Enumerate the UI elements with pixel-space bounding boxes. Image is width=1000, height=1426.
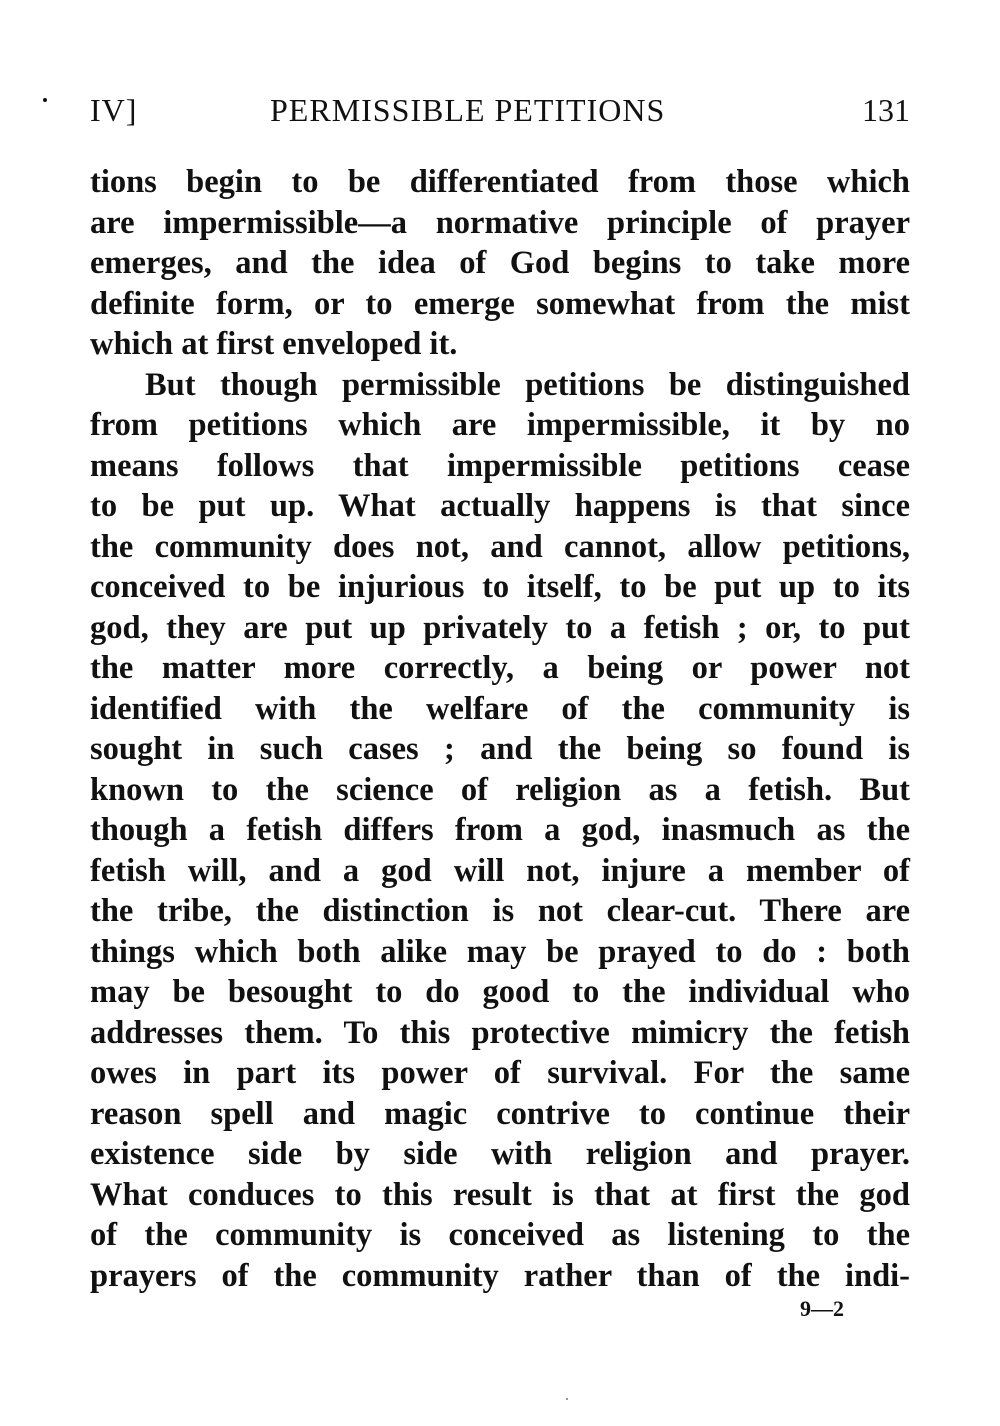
text-line: to be put up. What actually happens is that since (90, 488, 910, 524)
text-line: the tribe, the distinction is not clear-cut. There are (90, 893, 910, 929)
text-line: definite form, or to emerge somewhat from the mist (90, 285, 910, 322)
text-line: though a fetish differs from a god, inasmuch as the (90, 812, 910, 848)
text-line: prayers of the community rather than of the indi- (90, 1257, 910, 1294)
text-line: reason spell and magic contrive to continue their (90, 1095, 910, 1132)
scan-speck (566, 1398, 568, 1400)
text-line: What conduces to this result is that at first the god (90, 1176, 910, 1213)
text-line: god, they are put up privately to a fetish ; or, to put (90, 609, 910, 646)
body-text (90, 162, 910, 1296)
signature-mark: 9—2 (800, 1296, 844, 1321)
text-line: the matter more correctly, a being or power not (90, 650, 910, 686)
text-line: identified with the welfare of the community is (90, 690, 910, 727)
text-line: of the community is conceived as listening to the (90, 1217, 910, 1253)
text-line: existence side by side with religion and prayer. (90, 1136, 910, 1172)
chapter-number: IV] (90, 92, 138, 128)
running-title: PERMISSIBLE PETITIONS (270, 92, 666, 128)
text-line: the community does not, and cannot, allow petitions, (90, 528, 910, 565)
text-line: emerges, and the idea of God begins to take more (90, 245, 910, 281)
page-number: 131 (862, 92, 910, 128)
text-line: But though permissible petitions be distinguished (145, 366, 910, 403)
paragraph (90, 365, 910, 1297)
text-line: sought in such cases ; and the being so found is (90, 731, 910, 767)
text-line: things which both alike may be prayed to do : both (90, 933, 910, 970)
text-line: means follows that impermissible petitions cease (90, 447, 910, 484)
text-line: which at first enveloped it. (90, 326, 458, 362)
text-line: are impermissible—a normative principle of prayer (90, 204, 910, 241)
text-line: fetish will, and a god will not, injure a member of (90, 852, 910, 889)
text-line: conceived to be injurious to itself, to be put up to its (90, 569, 910, 605)
running-head (90, 88, 910, 132)
scan-speck (43, 98, 47, 102)
text-line: may be besought to do good to the individual who (90, 974, 910, 1010)
text-line: from petitions which are impermissible, it by no (90, 407, 910, 443)
text-line: known to the science of religion as a fetish. But (90, 771, 910, 808)
text-line: addresses them. To this protective mimicry the fetish (90, 1014, 910, 1051)
paragraph (90, 162, 910, 365)
text-line: tions begin to be differentiated from those which (90, 164, 910, 200)
text-line: owes in part its power of survival. For the same (90, 1055, 910, 1091)
